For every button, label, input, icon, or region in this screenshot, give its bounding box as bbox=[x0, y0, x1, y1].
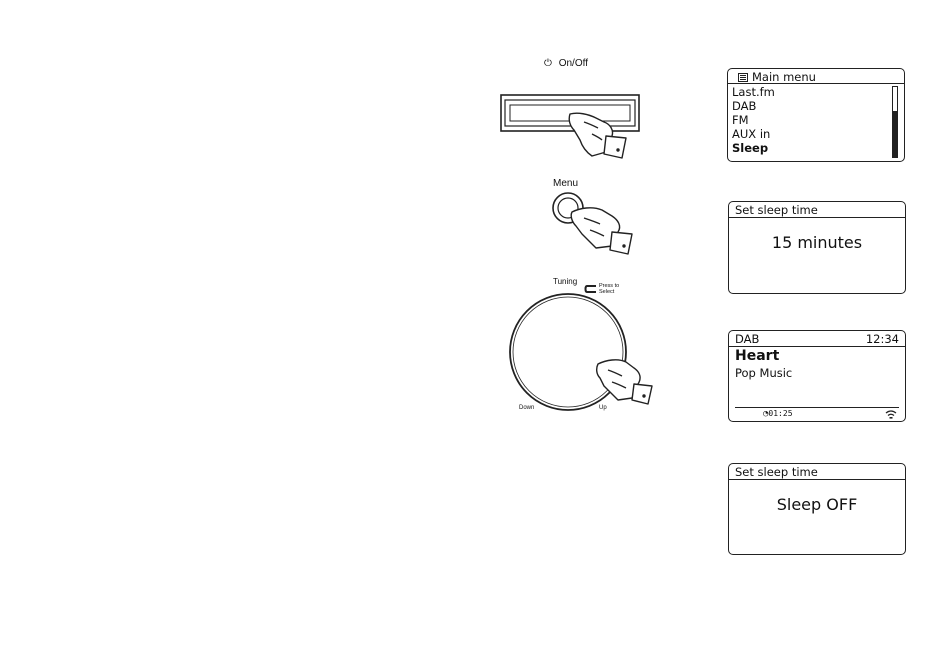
sleep-off-value: Sleep OFF bbox=[776, 495, 858, 514]
sleep-set-screen bbox=[728, 201, 906, 294]
press-to-label: Press to bbox=[599, 283, 620, 289]
select-label: Select bbox=[599, 289, 615, 295]
tuning-label: Tuning bbox=[553, 277, 578, 286]
hand-icon bbox=[569, 113, 626, 158]
up-label: Up bbox=[599, 405, 607, 411]
dab-clock: 12:34 bbox=[865, 332, 899, 346]
sleep-timer-value: 01:25 bbox=[768, 409, 793, 418]
station-name: Heart bbox=[735, 348, 780, 364]
menu-scrollbar[interactable] bbox=[892, 86, 898, 158]
menu-item-aux-in[interactable]: AUX in bbox=[732, 127, 771, 141]
menu-item-dab[interactable]: DAB bbox=[732, 99, 757, 113]
menu-item-lastfm[interactable]: Last.fm bbox=[732, 85, 775, 99]
main-menu-title: Main menu bbox=[752, 70, 816, 84]
wifi-signal-icon bbox=[885, 410, 897, 419]
sleep-timer-status bbox=[763, 409, 793, 419]
down-label: Down bbox=[519, 405, 535, 411]
main-menu-list bbox=[732, 85, 775, 155]
menu-label: Menu bbox=[553, 178, 579, 189]
menu-list-icon bbox=[738, 73, 748, 82]
sleep-off-screen bbox=[728, 463, 906, 555]
menu-item-sleep[interactable]: Sleep bbox=[732, 141, 769, 155]
onoff-button-illustration bbox=[500, 92, 640, 162]
hand-icon bbox=[571, 208, 632, 254]
status-bar-divider bbox=[735, 407, 899, 408]
dab-header bbox=[729, 331, 905, 347]
onoff-label-group bbox=[544, 58, 588, 69]
menu-item-fm[interactable]: FM bbox=[732, 113, 749, 127]
main-menu-screen bbox=[727, 68, 905, 162]
power-icon: ⏻ bbox=[544, 58, 552, 69]
sleep-off-title: Set sleep time bbox=[729, 464, 905, 480]
tuning-knob-illustration bbox=[500, 290, 660, 415]
header-divider bbox=[728, 83, 904, 84]
onoff-label: On/Off bbox=[558, 58, 588, 69]
dab-now-playing-screen bbox=[728, 330, 906, 422]
sleep-set-title: Set sleep time bbox=[729, 202, 905, 218]
dab-source-label: DAB bbox=[735, 332, 760, 346]
sleep-timer-icon: ◔ bbox=[763, 409, 769, 419]
station-genre: Pop Music bbox=[735, 366, 793, 380]
menu-scrollbar-thumb[interactable] bbox=[893, 111, 897, 157]
sleep-set-value: 15 minutes bbox=[771, 233, 863, 252]
tuning-knob[interactable] bbox=[510, 294, 626, 410]
menu-button-illustration bbox=[550, 190, 640, 260]
